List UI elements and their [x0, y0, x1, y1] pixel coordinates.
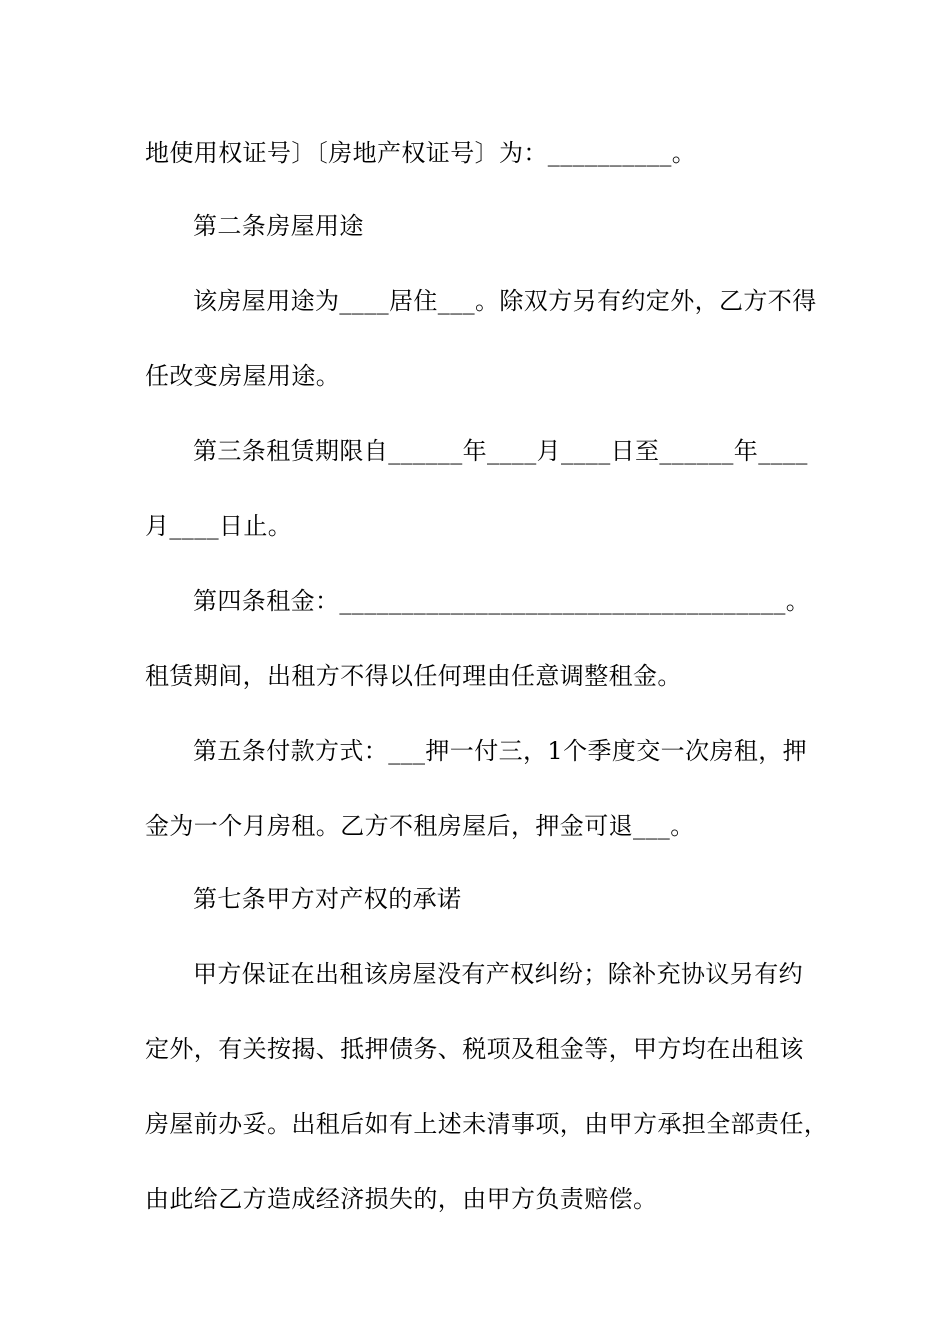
text-line: 定外，有关按揭、抵押债务、税项及租金等，甲方均在出租该: [145, 1035, 804, 1063]
clause-heading: 第二条房屋用途: [193, 212, 364, 240]
text-line: 房屋前办妥。出租后如有上述未清事项，由甲方承担全部责任，: [145, 1110, 829, 1138]
text-line: 任改变房屋用途。: [145, 362, 341, 390]
text-line: 月____日止。: [145, 512, 293, 540]
text-line: 金为一个月房租。乙方不租房屋后，押金可退___。: [145, 812, 695, 840]
clause-heading: 第七条甲方对产权的承诺: [193, 885, 462, 913]
text-line: 第四条租金：____________________________________。: [193, 587, 811, 615]
text-line: 第三条租赁期限自______年____月____日至______年____: [193, 437, 808, 465]
text-line: 地使用权证号〕〔房地产权证号〕为：__________。: [145, 139, 697, 167]
text-line: 甲方保证在出租该房屋没有产权纠纷；除补充协议另有约: [193, 960, 803, 988]
text-line: 租赁期间，出租方不得以任何理由任意调整租金。: [145, 662, 682, 690]
text-line: 该房屋用途为____居住___。除双方另有约定外，乙方不得: [193, 287, 817, 315]
text-line: 由此给乙方造成经济损失的，由甲方负责赔偿。: [145, 1185, 658, 1213]
text-line: 第五条付款方式：___押一付三，1个季度交一次房租，押: [193, 737, 808, 765]
